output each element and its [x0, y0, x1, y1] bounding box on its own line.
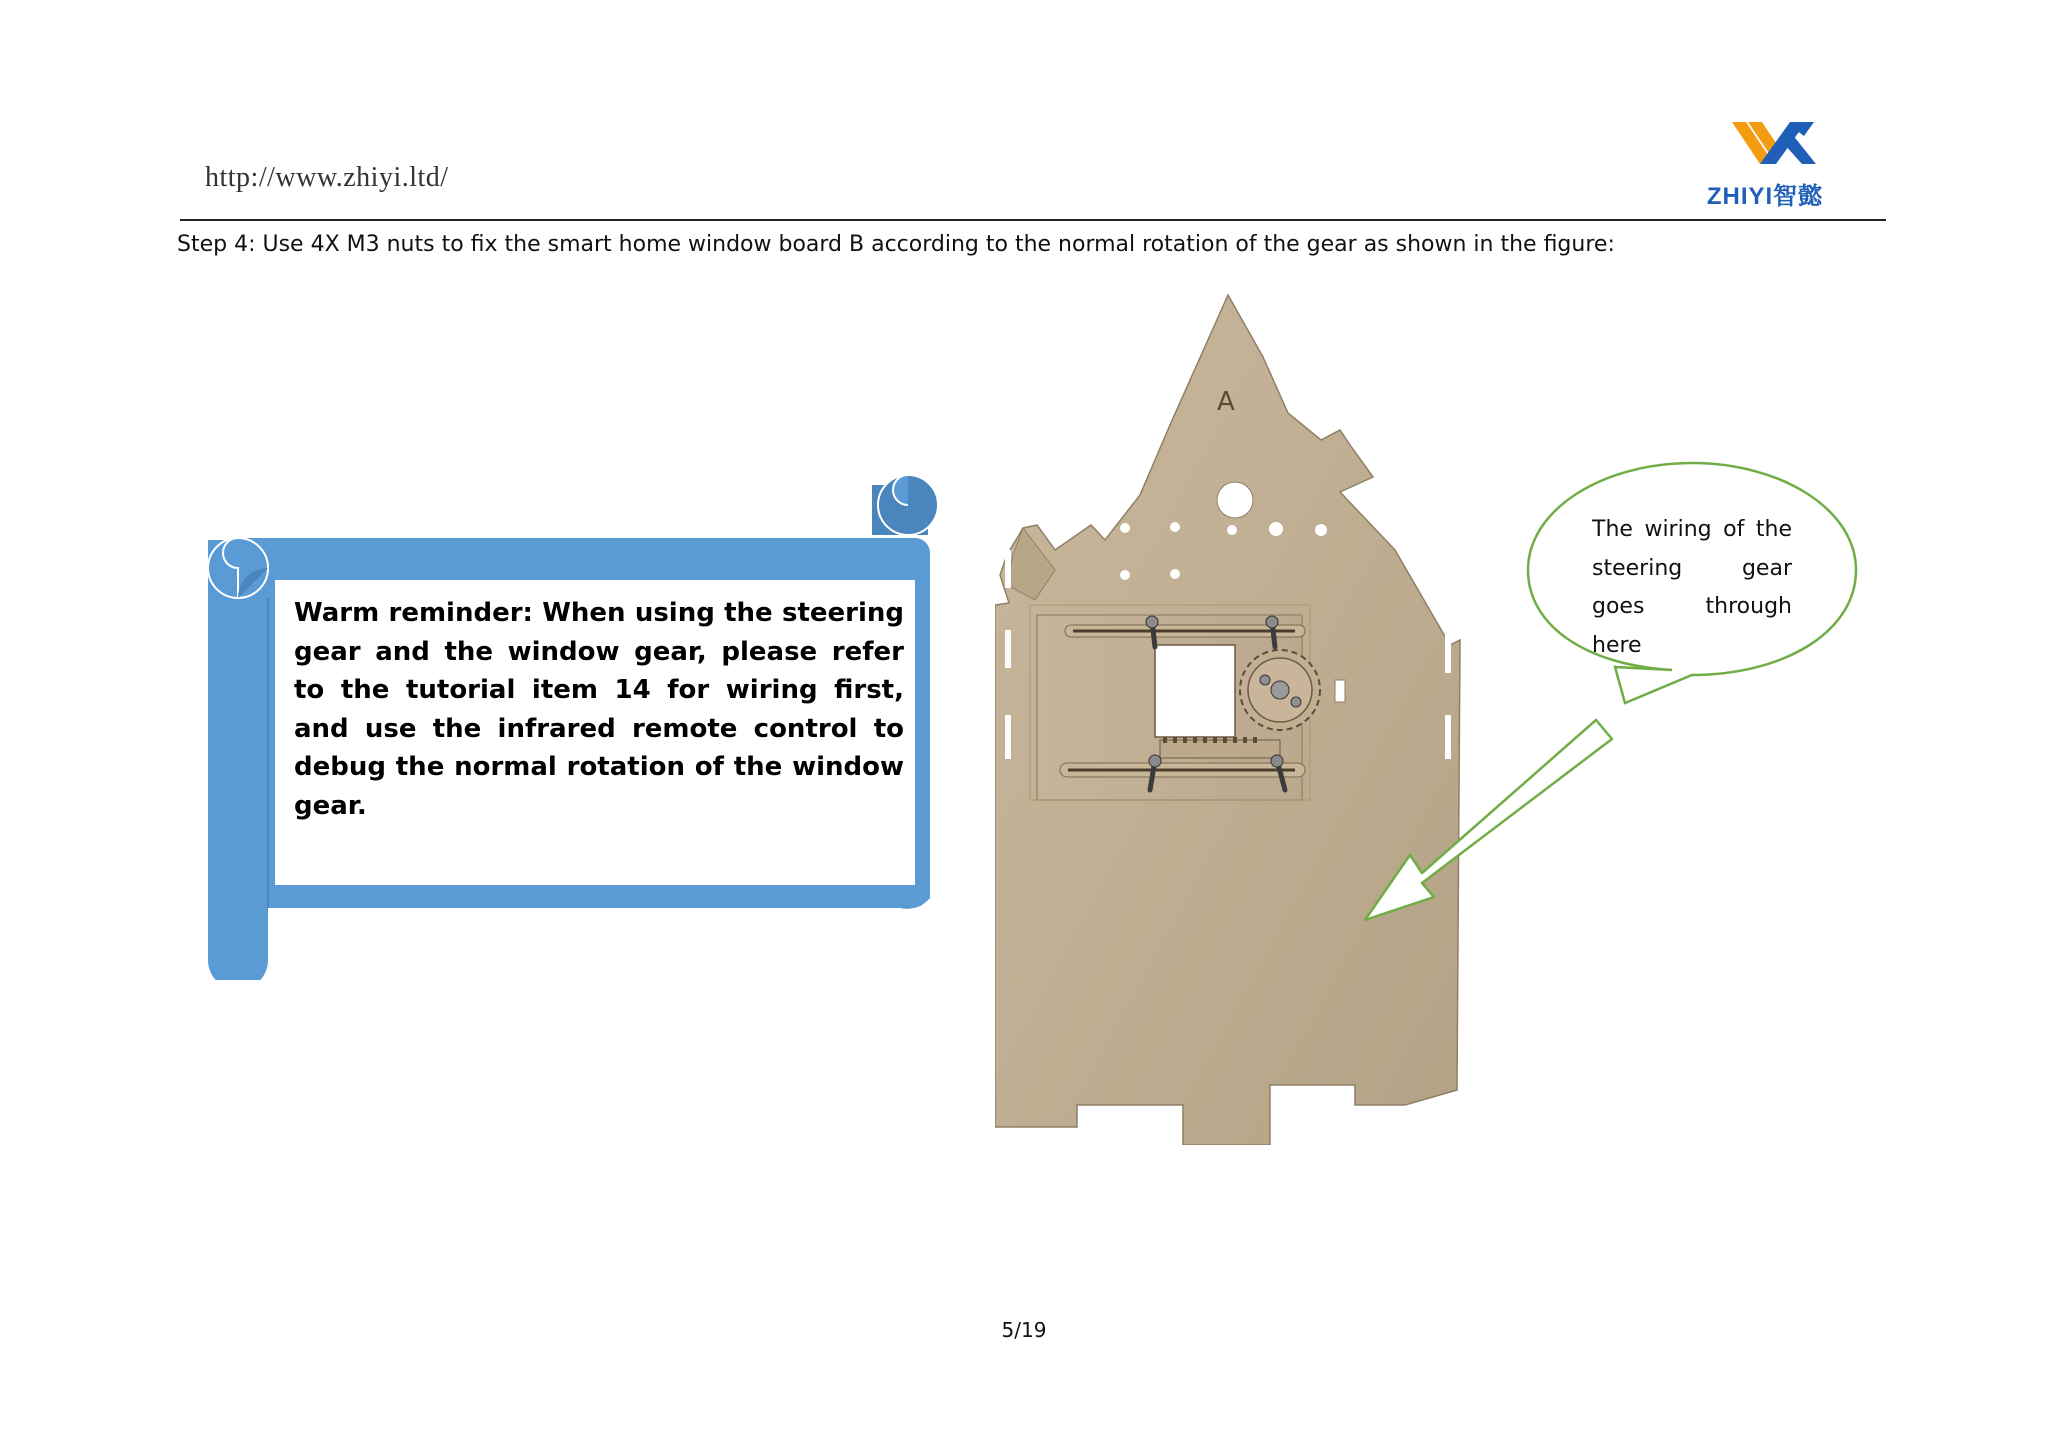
page-number: 5/19 [1001, 1318, 1047, 1342]
header-divider [180, 219, 1886, 221]
warm-reminder-text: Warm reminder: When using the steering gear and the window gear, please refer to the tutorial item 14 for wiring first, and use the infrared remote control to debug the normal rotation of the window gear. [294, 598, 904, 821]
logo-text: ZHIYI智懿 [1706, 183, 1824, 210]
zhiyi-x-logo-icon [1730, 118, 1820, 174]
step-instruction: Step 4: Use 4X M3 nuts to fix the smart home window board B according to the normal rotation of the gear as shown in the figure: [177, 232, 1615, 257]
company-logo [1690, 118, 1840, 210]
wiring-callout-text: The wiring of the steering gear goes through here [1592, 517, 1792, 658]
board-label: A [1217, 387, 1235, 417]
header-url: http://www.zhiyi.ltd/ [205, 162, 449, 193]
callout-arrow-icon [1350, 715, 1630, 935]
